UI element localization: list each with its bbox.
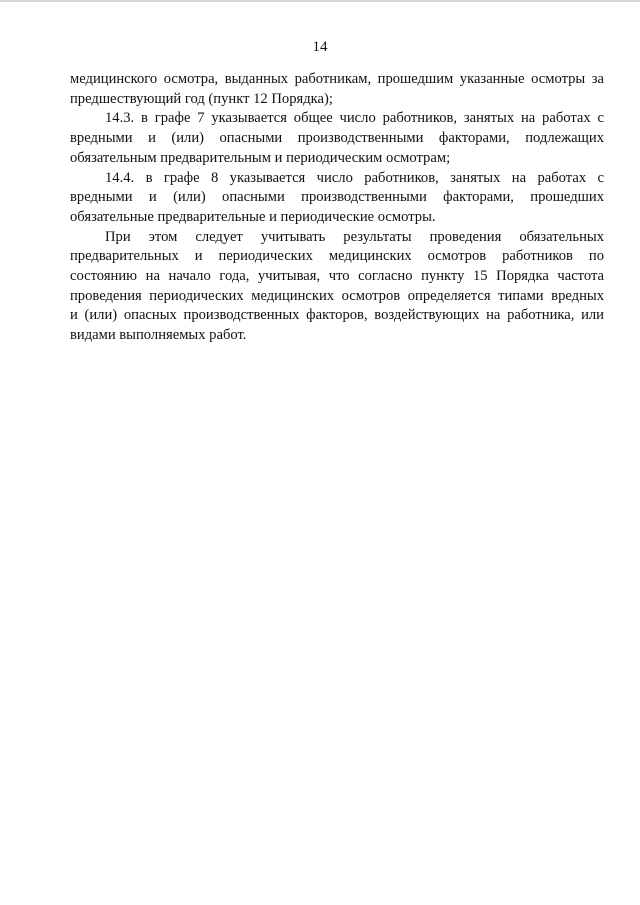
scan-edge: [0, 0, 640, 2]
text-line: 14.3. в графе 7 указывается общее число работников, занятых на работах с: [105, 110, 604, 127]
page-number: 14: [312, 39, 328, 55]
text-line: состоянию на начало года, учитывая, что согласно пункту 15 Порядка частота: [70, 268, 604, 285]
text-line: вредными и (или) опасными производственными факторами, подлежащих: [70, 130, 604, 147]
text-line: и (или) опасных производственных факторов, воздействующих на работника, или: [70, 307, 604, 324]
text-line: видами выполняемых работ.: [70, 327, 247, 344]
paragraph-14-4: [70, 169, 604, 228]
text-line: обязательным предварительным и периодическим осмотрам;: [70, 149, 451, 166]
text-line: обязательные предварительные и периодические осмотры.: [70, 208, 436, 225]
paragraph-continuation: [70, 70, 604, 109]
text-line: При этом следует учитывать результаты проведения обязательных: [105, 228, 604, 245]
paragraph-14-3: [70, 109, 604, 168]
text-line: 14.4. в графе 8 указывается число работников, занятых на работах с: [105, 169, 604, 186]
text-line: проведения периодических медицинских осмотров определяется типами вредных: [70, 287, 604, 304]
text-line: медицинского осмотра, выданных работникам, прошедшим указанные осмотры за: [70, 71, 604, 87]
text-line: вредными и (или) опасными производственными факторами, прошедших: [70, 189, 604, 206]
document-body: [70, 70, 604, 346]
text-line: предшествующий год (пункт 12 Порядка);: [70, 90, 333, 107]
text-line: предварительных и периодических медицинских осмотров работников по: [70, 248, 604, 265]
paragraph-note: [70, 228, 604, 346]
